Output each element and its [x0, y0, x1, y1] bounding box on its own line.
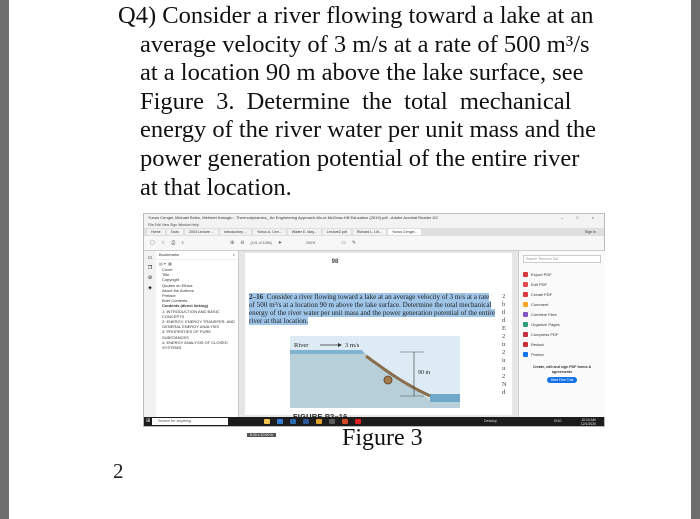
- comment-icon: [523, 302, 528, 307]
- window-title: Yunus Cengel, Michael Boles, Mehmet Kanoglu - Thermodynamics_ An Engineering Approach-Mc-ut McGraw-Hill Education (2019).pdf - Adobe Acrobat Reader DC: [148, 215, 439, 220]
- store-icon[interactable]: [329, 419, 335, 424]
- tools-pane: [518, 251, 605, 417]
- tool-label: Comment: [531, 301, 549, 307]
- velocity-label: 3 m/s: [345, 342, 360, 349]
- problem-number: 2–16: [249, 293, 264, 301]
- question-line: average velocity of 3 m/s at a rate of 500 m³/s: [140, 30, 590, 58]
- save-icon[interactable]: ▢: [150, 240, 155, 246]
- margin-char: 2: [502, 349, 506, 356]
- redact-icon: [523, 342, 528, 347]
- question-text: [118, 2, 638, 202]
- language-indicator[interactable]: ENG: [554, 419, 562, 423]
- margin-char: tl: [502, 309, 506, 316]
- question-line: Figure 3. Determine the total mechanical: [140, 87, 572, 115]
- combine-files-icon: [523, 312, 528, 317]
- page-up-icon[interactable]: ⊕: [230, 240, 235, 246]
- tool-label: Combine Files: [531, 311, 557, 317]
- tools-promo-text: Create, edit and sign PDF forms & agreements: [532, 365, 592, 374]
- river-label: River: [294, 342, 309, 349]
- margin-char: E: [502, 325, 506, 332]
- question-line: at that location.: [140, 173, 292, 201]
- turbine: [384, 376, 392, 384]
- question-line: at a location 90 m above the lake surface, see: [140, 59, 584, 87]
- print-icon[interactable]: ⎙: [171, 240, 176, 246]
- tab-document[interactable]: Introductory ...: [220, 229, 251, 235]
- bookmark-item[interactable]: 1: INTRODUCTION AND BASIC CONCEPTS: [162, 308, 220, 319]
- bookmark-item[interactable]: 2: ENERGY, ENERGY TRANSFER, AND GENERAL ENERGY ANALYSIS: [162, 319, 235, 330]
- tool-label: Compress PDF: [531, 331, 559, 337]
- desktop-label[interactable]: Desktop: [484, 419, 497, 423]
- powerpoint-icon[interactable]: [342, 419, 348, 424]
- bookmark-item[interactable]: Contents (direct linking): [162, 303, 208, 309]
- tool-label: Create PDF: [531, 291, 553, 297]
- bookmark-icon[interactable]: ❐: [147, 265, 153, 271]
- tab-document-active[interactable]: Yunus Cengel...: [388, 229, 421, 235]
- word-icon[interactable]: [303, 419, 309, 424]
- margin-char: 2: [502, 333, 506, 340]
- bookmarks-panel: [156, 251, 239, 417]
- menu-bar[interactable]: File Edit View Sign Window Help: [144, 222, 604, 228]
- bookmarks-tools[interactable]: ▤ ▾ ▦: [159, 261, 172, 266]
- bookmark-item[interactable]: About the Authors: [162, 287, 194, 293]
- mail-icon[interactable]: [290, 419, 296, 424]
- tab-bar: [144, 228, 604, 236]
- margin-char: iı: [502, 357, 506, 364]
- bookmark-item[interactable]: Quotes on Ethics: [162, 282, 193, 288]
- edit-pdf-icon: [523, 282, 528, 287]
- page-thumbnails-icon[interactable]: ▭: [147, 255, 153, 261]
- file-explorer-icon[interactable]: [264, 419, 270, 424]
- sign-in-link[interactable]: Sign In: [584, 230, 596, 234]
- tool-label: Redact: [531, 341, 544, 347]
- river-water: [290, 350, 364, 354]
- tab-document[interactable]: 2003 Lecture ...: [185, 229, 218, 235]
- window-controls[interactable]: – □ ×: [560, 215, 600, 220]
- tool-label: Organize Pages: [531, 321, 560, 327]
- search-icon[interactable]: ⌕: [181, 240, 185, 246]
- page-number-on-page: 98: [331, 259, 339, 265]
- close-icon[interactable]: ×: [232, 252, 235, 257]
- right-page-border: [691, 0, 700, 519]
- margin-char: tı: [502, 341, 506, 348]
- taskbar-apps: [264, 419, 361, 424]
- bookmark-item[interactable]: Brief Contents: [162, 298, 188, 304]
- tool-label: Edit PDF: [531, 281, 548, 287]
- tab-document[interactable]: Walter E. May...: [288, 229, 321, 235]
- page-count[interactable]: (101 of 1056): [250, 241, 272, 245]
- highlighted-problem: [249, 293, 495, 325]
- left-page-border: [0, 0, 9, 519]
- bookmark-item[interactable]: 4: ENERGY ANALYSIS OF CLOSED SYSTEMS: [162, 339, 228, 351]
- embedded-screenshot: [143, 213, 605, 437]
- tool-combine-files[interactable]: [519, 309, 605, 319]
- export-pdf-icon: [523, 272, 528, 277]
- protect-icon: [523, 352, 528, 357]
- tool-comment[interactable]: [519, 299, 605, 309]
- tab-tools[interactable]: Tools: [167, 229, 183, 235]
- taskbar-clock[interactable]: [581, 418, 596, 426]
- start-free-trial-button[interactable]: Start Free Trial: [547, 377, 577, 383]
- tools-search-input[interactable]: Search 'Remove Dat': [523, 255, 601, 263]
- window-titlebar: [144, 214, 604, 222]
- margin-char: d: [502, 389, 506, 396]
- right-margin-text: [502, 293, 512, 397]
- tool-organize-pages[interactable]: [519, 319, 605, 329]
- tool-protect[interactable]: [519, 349, 605, 359]
- select-icon[interactable]: ➤: [277, 240, 283, 246]
- river-figure: [290, 336, 460, 408]
- question-line: power generation potential of the entire river: [140, 144, 580, 172]
- tool-export-pdf[interactable]: [519, 269, 605, 279]
- bookmarks-title: Bookmarks: [159, 252, 180, 257]
- tool-compress-pdf[interactable]: [519, 329, 605, 339]
- tool-edit-pdf[interactable]: [519, 279, 605, 289]
- margin-char: ıı: [502, 365, 506, 372]
- taskbar-time: 10:10 AM: [581, 417, 596, 422]
- margin-char: d: [502, 317, 506, 324]
- create-pdf-icon: [523, 292, 528, 297]
- acrobat-toolbar: [144, 236, 604, 251]
- figure-caption: Figure 3: [342, 425, 423, 451]
- tool-label: Protect: [531, 351, 544, 357]
- bookmarks-header: [156, 251, 238, 260]
- problem-body: Consider a river flowing toward a lake at an average velocity of 3 m/s at a rate of 500 m³/s at a location 90 m above the lake surface. Determine the total mechanical energy of the river water per unit mass and the power generation potential of the entire river at that location.: [249, 293, 495, 326]
- page-down-icon[interactable]: ⊖: [240, 240, 245, 246]
- margin-char: b: [502, 301, 506, 308]
- margin-char: 2: [502, 293, 506, 300]
- bookmark-item[interactable]: Preface: [162, 293, 176, 299]
- bookmark-item[interactable]: 3: PROPERTIES OF PURE SUBSTANCES: [162, 329, 212, 340]
- bookmark-item[interactable]: Title: [162, 272, 170, 278]
- bookmark-item[interactable]: Cover: [162, 267, 173, 272]
- star-icon[interactable]: ☆: [160, 240, 166, 246]
- comment-icon[interactable]: ▭: [341, 240, 346, 246]
- tab-document[interactable]: Lecture2.pdf: [323, 229, 351, 235]
- question-line: Q4) Consider a river flowing toward a lake at an: [118, 2, 594, 29]
- taskbar-search-input[interactable]: Search for anything: [152, 418, 228, 425]
- bookmark-item[interactable]: Copyright: [162, 277, 180, 283]
- question-line: energy of the river water per unit mass and the: [140, 116, 597, 144]
- problem-text: [249, 293, 495, 325]
- taskbar-date: 12/1/2020: [580, 421, 596, 426]
- layers-icon[interactable]: ◈: [148, 285, 152, 291]
- compress-pdf-icon: [523, 332, 528, 337]
- pen-icon[interactable]: ✎: [351, 240, 357, 246]
- windows-start-icon[interactable]: ⊞: [146, 418, 151, 424]
- organize-pages-icon: [523, 322, 528, 327]
- height-label: 90 m: [418, 370, 431, 376]
- page-size-badge: 8.00 x 10.00 in: [247, 433, 276, 437]
- tool-label: Export PDF: [531, 271, 552, 277]
- page-number: 2: [113, 459, 124, 483]
- tab-home[interactable]: Home: [147, 229, 165, 235]
- tool-redact[interactable]: [519, 339, 605, 349]
- acrobat-icon[interactable]: [355, 419, 361, 424]
- margin-char: 2: [502, 373, 506, 380]
- zoom-level[interactable]: 200%: [306, 241, 316, 245]
- tool-create-pdf[interactable]: [519, 289, 605, 299]
- margin-char: N: [502, 381, 507, 388]
- chrome-icon[interactable]: [316, 419, 322, 424]
- browser-icon[interactable]: [277, 419, 283, 424]
- attachment-icon[interactable]: ⊘: [147, 275, 153, 281]
- lake-water: [430, 394, 460, 402]
- tab-document[interactable]: Richard L. Lib...: [353, 229, 386, 235]
- tab-document[interactable]: Yunus A. Cen...: [253, 229, 286, 235]
